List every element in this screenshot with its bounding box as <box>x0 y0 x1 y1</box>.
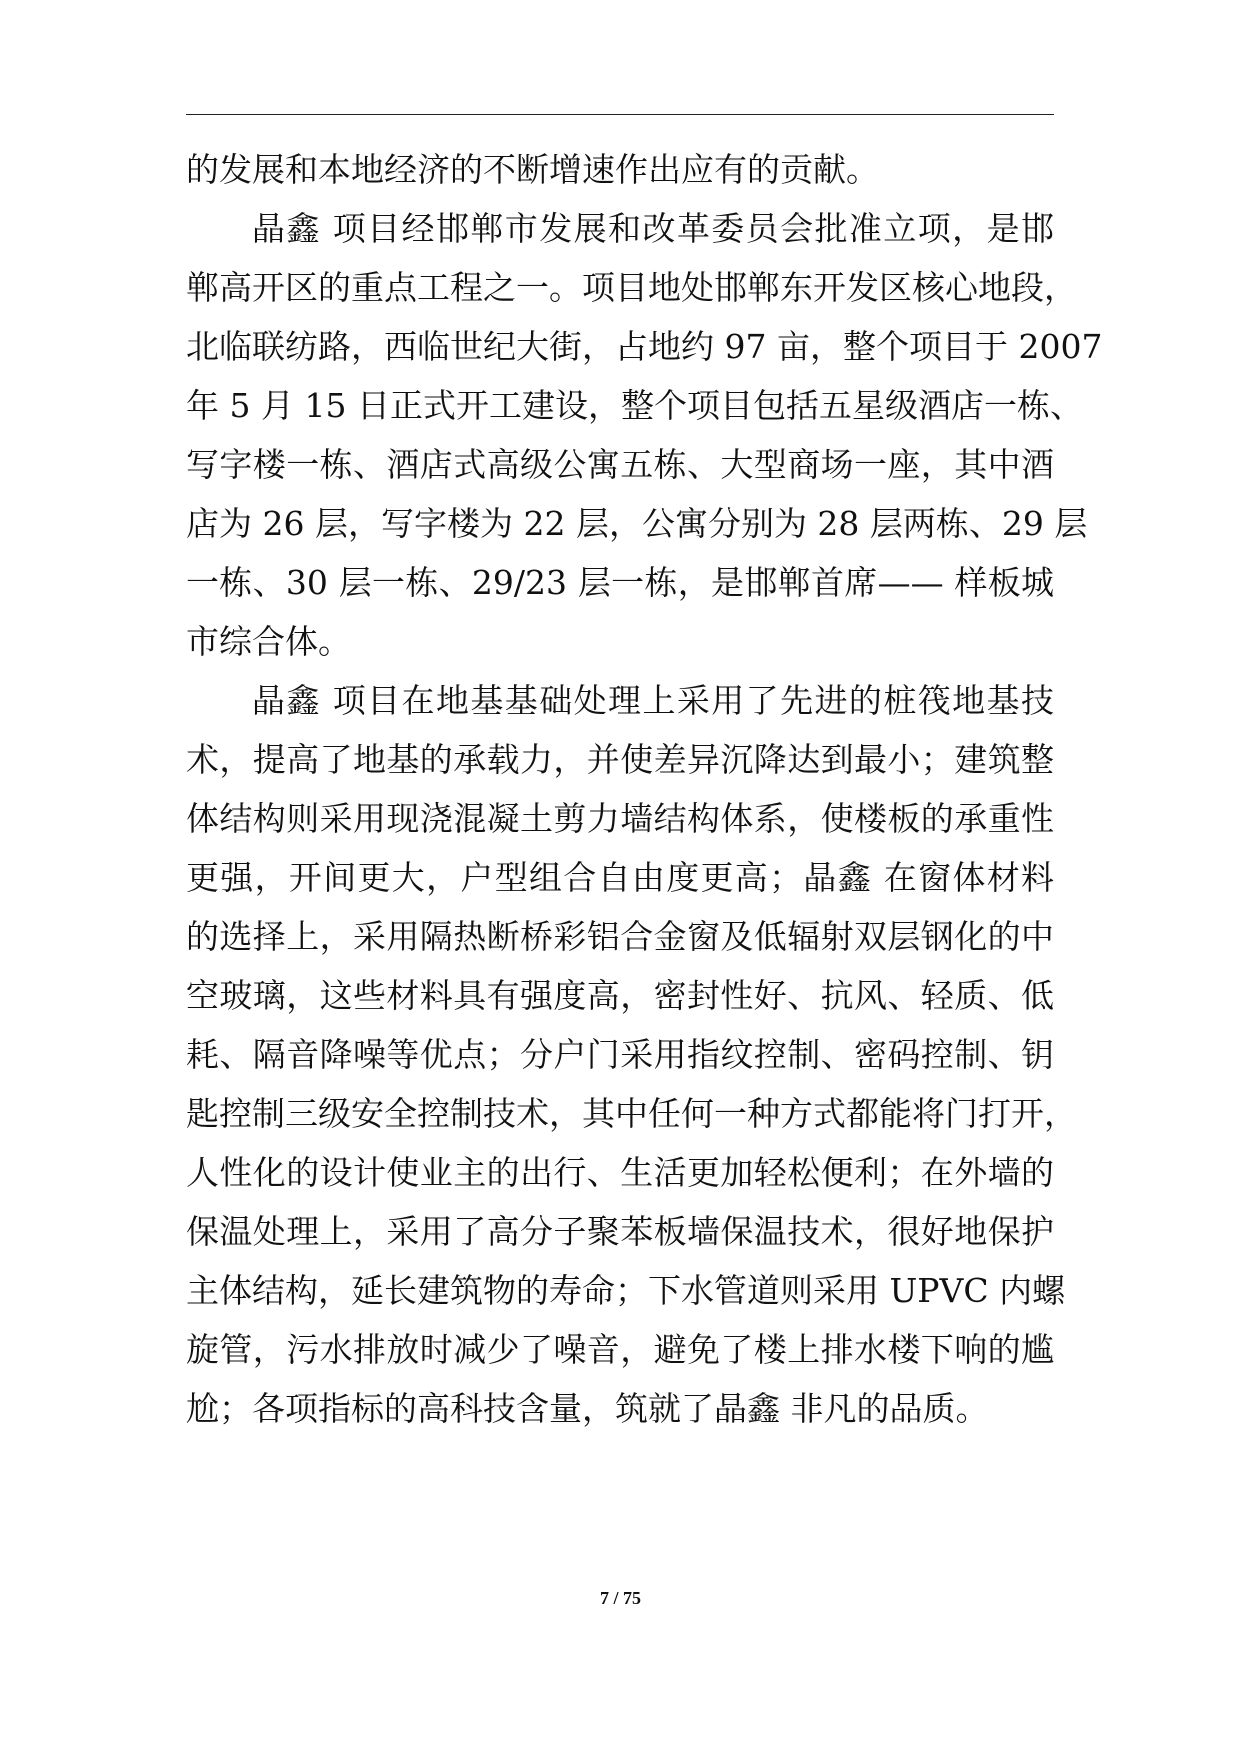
paragraph-start-line: 晶鑫 项目在地基基础处理上采用了先进的桩筏地基技 <box>252 681 1054 720</box>
text-line: 匙控制三级安全控制技术，其中任何一种方式都能将门打开， <box>186 1094 1077 1133</box>
text-line: 人性化的设计使业主的出行、生活更加轻松便利；在外墙的 <box>186 1153 1054 1192</box>
text-line: 耗、隔音降噪等优点；分户门采用指纹控制、密码控制、钥 <box>186 1035 1054 1074</box>
text-line: 店为 26 层，写字楼为 22 层，公寓分别为 28 层两栋、29 层 <box>186 504 1088 543</box>
text-line: 体结构则采用现浇混凝土剪力墙结构体系，使楼板的承重性 <box>186 799 1054 838</box>
text-line: 一栋、30 层一栋、29/23 层一栋，是邯郸首席—— 样板城 <box>186 563 1054 602</box>
text-line: 主体结构，延长建筑物的寿命；下水管道则采用 UPVC 内螺 <box>186 1271 1066 1310</box>
text-line: 市综合体。 <box>186 622 351 661</box>
text-line: 空玻璃，这些材料具有强度高，密封性好、抗风、轻质、低 <box>186 976 1054 1015</box>
page-number: 7 / 75 <box>599 1588 641 1608</box>
text-line: 年 5 月 15 日正式开工建设，整个项目包括五星级酒店一栋、 <box>186 386 1083 425</box>
text-line: 郸高开区的重点工程之一。项目地处邯郸东开发区核心地段， <box>186 268 1077 307</box>
text-line: 写字楼一栋、酒店式高级公寓五栋、大型商场一座，其中酒 <box>186 445 1054 484</box>
text-line: 的发展和本地经济的不断增速作出应有的贡献。 <box>186 150 879 189</box>
text-line: 尬；各项指标的高科技含量，筑就了晶鑫 非凡的品质。 <box>186 1389 989 1428</box>
text-line: 旋管，污水排放时减少了噪音，避免了楼上排水楼下响的尴 <box>186 1330 1054 1369</box>
text-line: 更强，开间更大，户型组合自由度更高；晶鑫 在窗体材料 <box>186 858 1054 897</box>
paragraph-start-line: 晶鑫 项目经邯郸市发展和改革委员会批准立项，是邯 <box>252 209 1054 248</box>
text-line: 北临联纺路，西临世纪大街，占地约 97 亩，整个项目于 2007 <box>186 327 1103 366</box>
text-line: 术，提高了地基的承载力，并使差异沉降达到最小；建筑整 <box>186 740 1054 779</box>
text-line: 保温处理上，采用了高分子聚苯板墙保温技术，很好地保护 <box>186 1212 1054 1251</box>
text-line: 的选择上，采用隔热断桥彩铝合金窗及低辐射双层钢化的中 <box>186 917 1054 956</box>
header-rule <box>186 114 1054 115</box>
document-body <box>186 140 1103 1438</box>
